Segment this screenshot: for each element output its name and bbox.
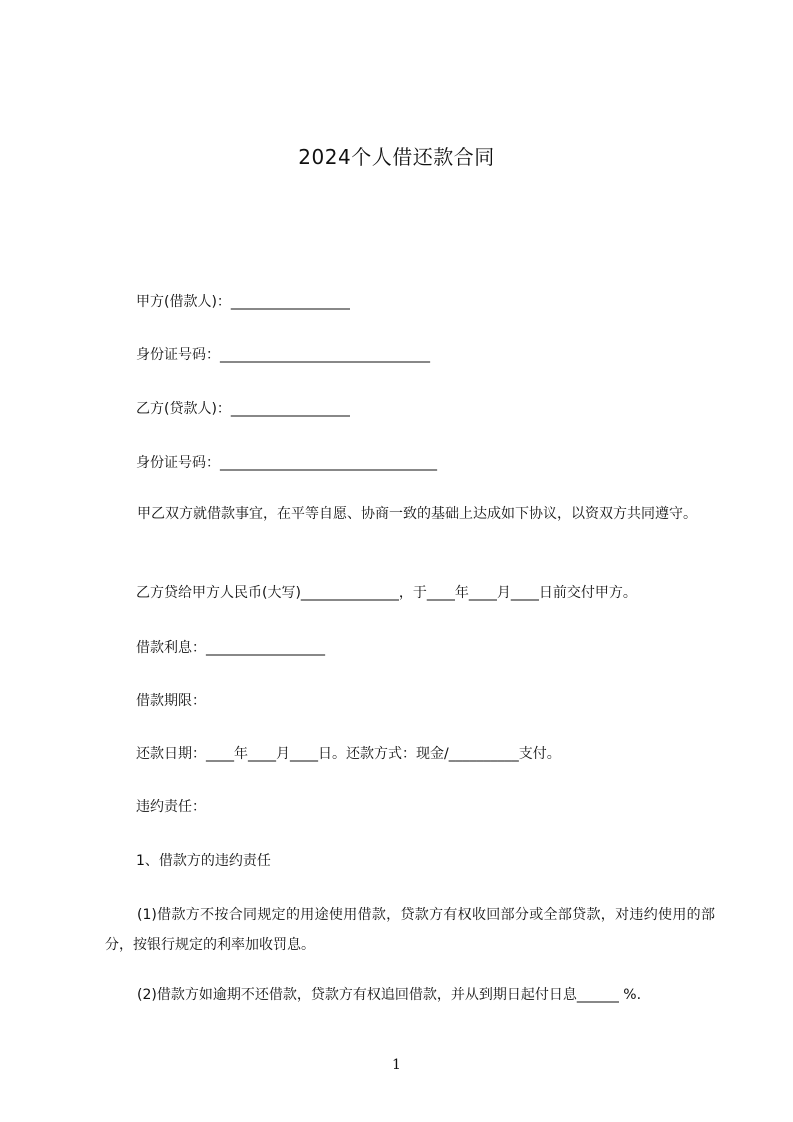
breach-item-1-1: (1)借款方不按合同规定的用途使用借款，贷款方有权收回部分或全部贷款，对违约使用的部分，按银行规定的利率加收罚息。 <box>105 907 715 953</box>
repayment-line: 还款日期：____年____月____日。还款方式：现金/__________支付。 <box>136 746 561 762</box>
party-b-id-line: 身份证号码：_______________________________ <box>136 455 437 471</box>
document-title: 2024个人借还款合同 <box>298 145 495 169</box>
party-a-line: 甲方(借款人)：_________________ <box>136 294 350 310</box>
intro-paragraph: 甲乙双方就借款事宜，在平等自愿、协商一致的基础上达成如下协议，以资双方共同遵守。 <box>137 506 697 522</box>
breach-item-1-2: (2)借款方如逾期不还借款，贷款方有权追回借款，并从到期日起付日息______ %. <box>137 987 642 1003</box>
loan-amount-line: 乙方贷给甲方人民币(大写)______________，于____年____月____日前交付甲方。 <box>136 585 637 601</box>
breach-item-1: 1、借款方的违约责任 <box>136 853 271 869</box>
breach-heading: 违约责任： <box>136 799 206 815</box>
party-a-id-line: 身份证号码：______________________________ <box>136 347 430 363</box>
party-b-line: 乙方(贷款人)：_________________ <box>136 401 350 417</box>
page-number: 1 <box>392 1057 401 1073</box>
interest-line: 借款利息：_________________ <box>136 640 325 656</box>
term-line: 借款期限： <box>136 693 206 709</box>
